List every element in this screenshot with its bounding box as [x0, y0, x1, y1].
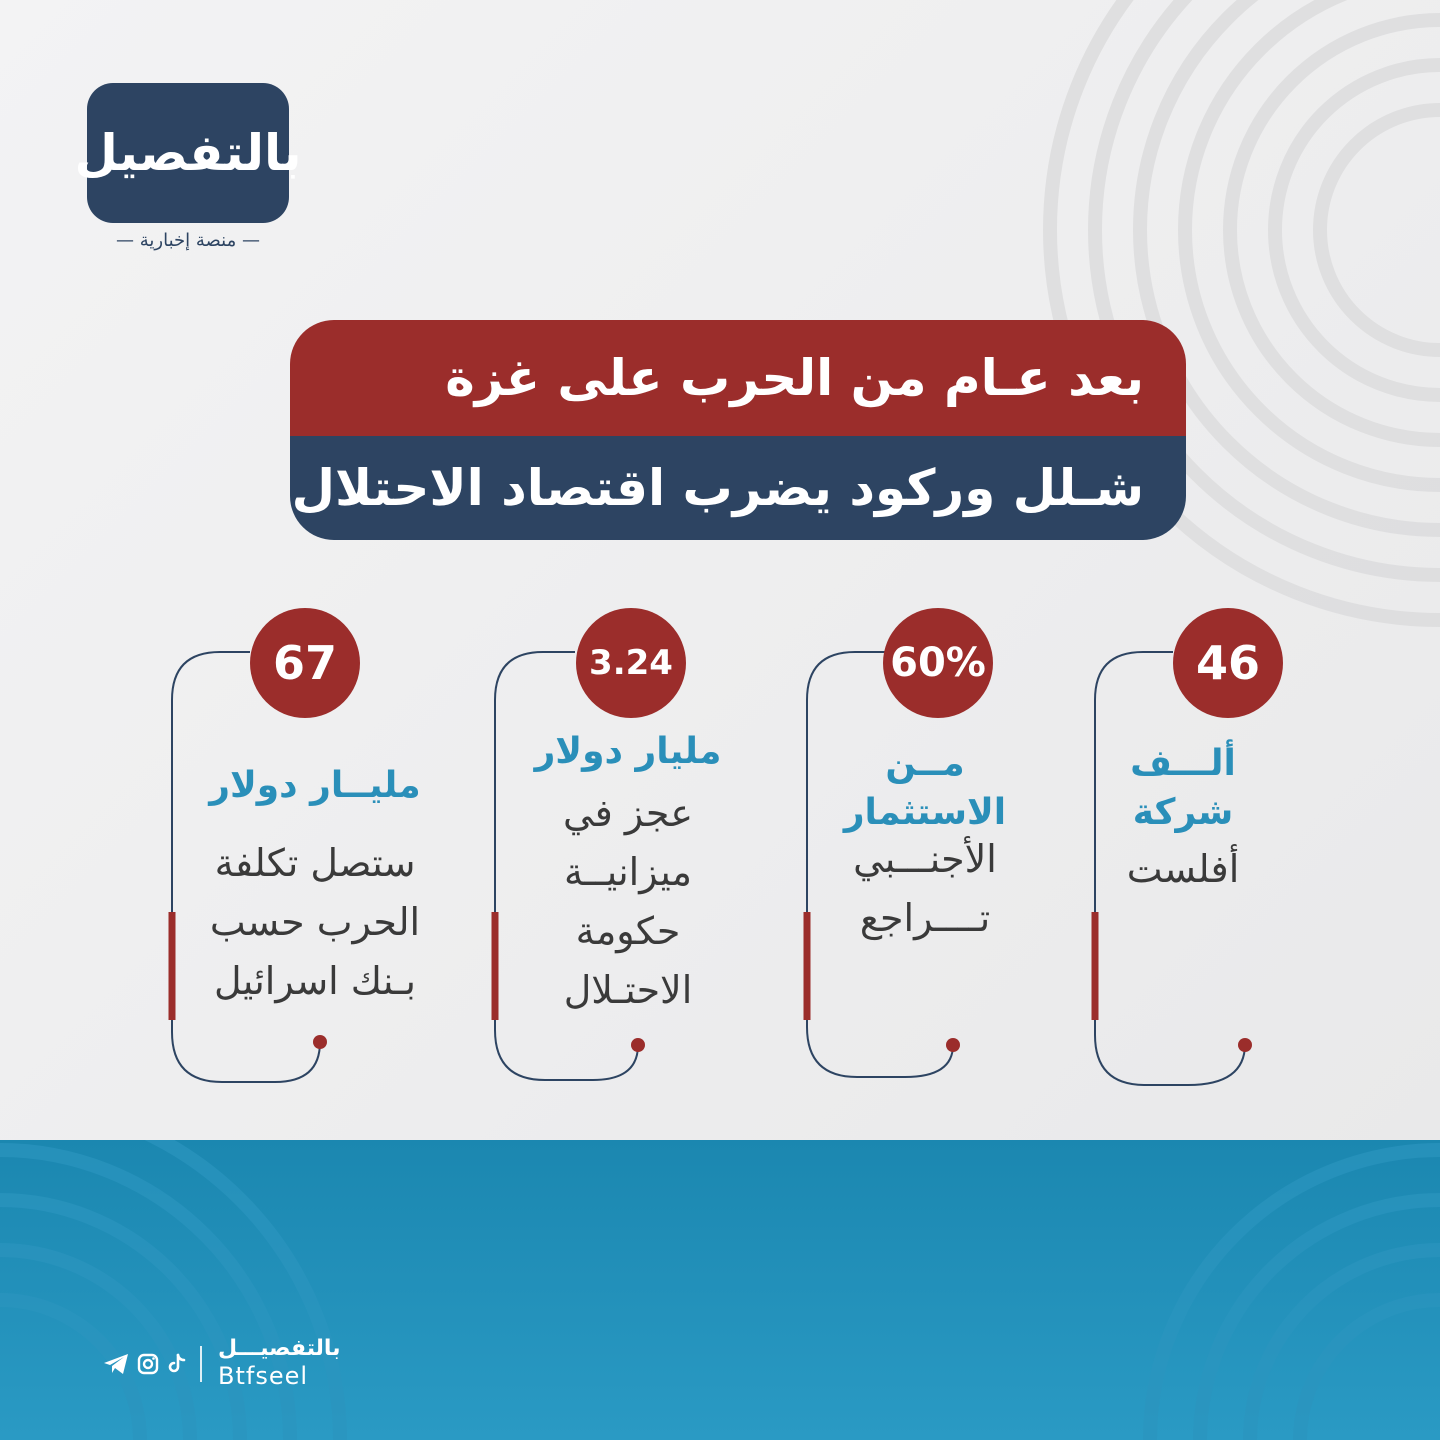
stat-description — [513, 784, 743, 1020]
title-banner-bottom — [290, 436, 1186, 540]
stat-number-badge — [250, 608, 360, 718]
tagline-text: منصة إخبارية — [139, 230, 237, 251]
stat-description-line: الأجنـــبي — [853, 837, 997, 881]
logo-tagline: — منصة إخبارية — — [116, 230, 260, 251]
stat-number: 60% — [890, 640, 986, 686]
stat-description-line: عجز في — [562, 791, 694, 835]
title-banner-top — [290, 320, 1186, 436]
logo-text: بالتفصيل — [74, 124, 302, 182]
stat-number: 3.24 — [589, 643, 673, 683]
stat-heading — [825, 740, 1025, 837]
stat-number: 67 — [272, 636, 337, 690]
stat-description-line: ميزانيــة — [563, 849, 693, 894]
footer-decoration — [0, 1140, 1440, 1440]
stat-description — [1093, 840, 1273, 899]
stat-description-line: ستصل تكلفة — [214, 841, 416, 885]
stat-number-badge — [883, 608, 993, 718]
footer-divider — [200, 1346, 202, 1382]
stat-card — [805, 600, 1025, 1090]
stat-number: 46 — [1195, 636, 1260, 690]
stat-heading-line: ألـــف — [1130, 743, 1236, 784]
stat-description-line: الحرب حسب — [209, 899, 421, 944]
stat-heading-line: مــن — [885, 743, 965, 784]
stat-description-line: بـنك اسرائيل — [213, 958, 417, 1003]
stat-description-line: تــــراجع — [859, 895, 991, 940]
stat-heading-line: مليار دولار — [534, 731, 722, 772]
footer-brand-arabic: بالتفصيـــل — [218, 1336, 341, 1361]
stat-description — [190, 834, 440, 1011]
instagram-icon[interactable] — [136, 1352, 160, 1376]
headline: بعد عـام من الحرب على غزة — [445, 349, 1144, 407]
stat-card — [170, 600, 440, 1090]
stat-number-badge — [576, 608, 686, 718]
stat-number-badge — [1173, 608, 1283, 718]
footer-brand-latin: Btfseel — [218, 1362, 309, 1390]
stat-description — [825, 830, 1025, 948]
stat-heading — [1093, 740, 1273, 837]
stat-heading — [513, 728, 743, 777]
stat-heading-line: شركة — [1132, 791, 1234, 833]
stat-heading-line: مليــار دولار — [209, 765, 421, 806]
stat-description-line: أفلست — [1126, 847, 1240, 891]
stat-heading — [190, 762, 440, 811]
footer-band — [0, 1140, 1440, 1440]
stat-description-line: حكومة — [575, 908, 681, 953]
stat-card — [493, 600, 743, 1090]
stat-description-line: الاحتـلال — [563, 967, 693, 1012]
brand-logo — [74, 83, 302, 223]
stat-heading-line: الاستثمار — [843, 791, 1007, 833]
stat-card — [1093, 600, 1273, 1090]
tiktok-icon[interactable] — [164, 1352, 188, 1376]
telegram-icon[interactable] — [102, 1352, 130, 1376]
subheadline: شـلل وركود يضرب اقتصاد الاحتلال — [291, 459, 1144, 517]
